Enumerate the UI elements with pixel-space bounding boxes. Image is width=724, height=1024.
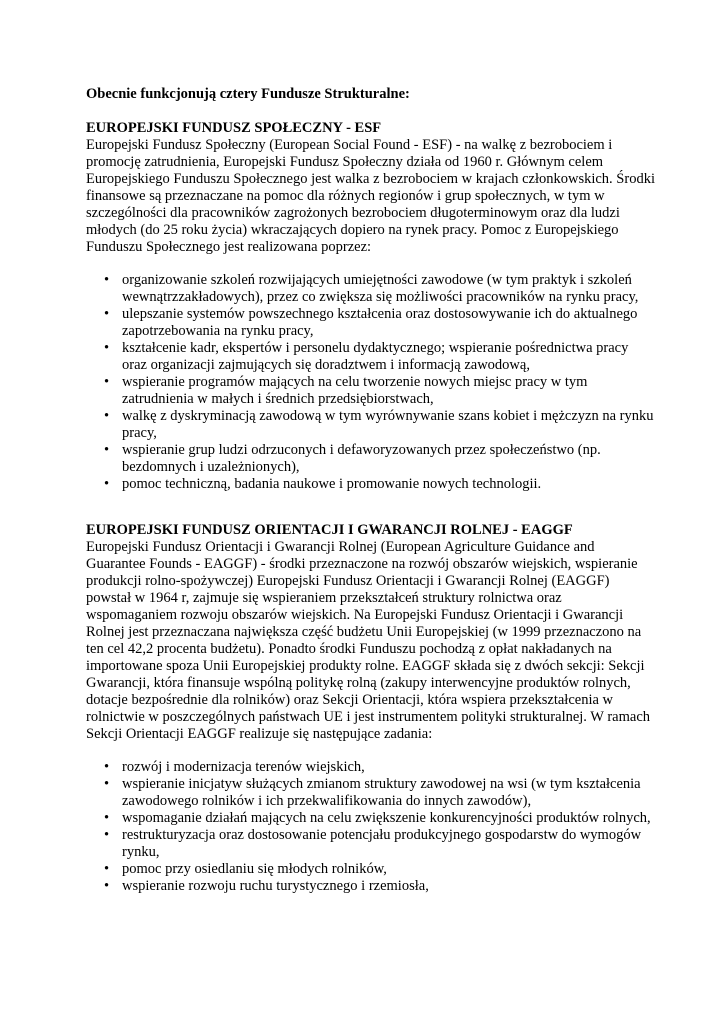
list-item: • wspieranie grup ludzi odrzuconych i defaworyzowanych przez społeczeństwo (np. bezdomnych i uzależnionych),	[86, 442, 656, 476]
section-paragraph: Europejski Fundusz Społeczny (European Social Found - ESF) - na walkę z bezrobociem i promocję zatrudnienia, Europejski Fundusz Społeczny działa od 1960 r. Głównym celem Europejskiego Funduszu Społecznego jest walka z bezrobociem w krajach członkowskich. Środki finansowe są przeznaczane na pomoc dla różnych regionów i grup społecznych, w tym w szczególności dla pracowników zagrożonych bezrobociem długoterminowym oraz dla ludzi młodych (do 25 roku życia) wkraczających dopiero na rynek pracy. Pomoc z Europejskiego Funduszu Społecznego jest realizowana poprzez:	[86, 137, 655, 255]
list-item: • wspomaganie działań mających na celu zwiększenie konkurencyjności produktów rolnych,	[86, 810, 656, 827]
list-item: • wspieranie inicjatyw służących zmianom struktury zawodowej na wsi (w tym kształcenia zawodowego rolników i ich przekwalifikowania do innych zawodów),	[86, 776, 656, 810]
section-heading: EUROPEJSKI FUNDUSZ SPOŁECZNY - ESF	[86, 120, 382, 136]
list-item: • pomoc techniczną, badania naukowe i promowanie nowych technologii.	[86, 476, 656, 493]
list-item: • organizowanie szkoleń rozwijających umiejętności zawodowe (w tym praktyk i szkoleń wewnątrzzakładowych), przez co zwiększa się możliwości pracowników na rynku pracy,	[86, 272, 656, 306]
bullet-list	[86, 272, 656, 493]
list-item: • kształcenie kadr, ekspertów i personelu dydaktycznego; wspieranie pośrednictwa pracy oraz organizacji zajmujących się doradztwem i informacją zawodową,	[86, 340, 656, 374]
bullet-list	[86, 759, 656, 895]
list-item: • wspieranie rozwoju ruchu turystycznego i rzemiosła,	[86, 878, 656, 895]
section-paragraph: Europejski Fundusz Orientacji i Gwarancji Rolnej (European Agriculture Guidance and Guarantee Founds - EAGGF) - środki przeznaczone na rozwój obszarów wiejskich, wspieranie produkcji rolno-spożywczej) Europejski Fundusz Orientacji i Gwarancji Rolnej (EAGGF) powstał w 1964 r, zajmuje się wspieraniem przekształceń struktury rolnictwa oraz wspomaganiem rozwoju obszarów wiejskich. Na Europejski Fundusz Orientacji i Gwarancji Rolnej jest przeznaczana największa część budżetu Unii Europejskiej (w 1999 przeznaczono na ten cel 42,2 procenta budżetu). Ponadto środki Funduszu pochodzą z opłat nakładanych na importowane spoza Unii Europejskiej produkty rolne. EAGGF składa się z dwóch sekcji: Sekcji Gwarancji, która finansuje wspólną politykę rolną (zakupy interwencyjne produktów rolnych, dotacje bezpośrednie dla rolników) oraz Sekcji Orientacji, która wspiera przekształcenia w rolnictwie w poszczególnych państwach UE i jest instrumentem polityki strukturalnej. W ramach Sekcji Orientacji EAGGF realizuje się następujące zadania:	[86, 539, 651, 742]
list-item: • wspieranie programów mających na celu tworzenie nowych miejsc pracy w tym zatrudnienia w małych i średnich przedsiębiorstwach,	[86, 374, 656, 408]
document-page	[86, 86, 656, 895]
intro-heading: Obecnie funkcjonują cztery Fundusze Strukturalne:	[86, 86, 410, 102]
section-eaggf	[86, 522, 656, 895]
list-item: • ulepszanie systemów powszechnego kształcenia oraz dostosowywanie ich do aktualnego zapotrzebowania na rynku pracy,	[86, 306, 656, 340]
section-heading: EUROPEJSKI FUNDUSZ ORIENTACJI I GWARANCJI ROLNEJ - EAGGF	[86, 522, 573, 538]
section-esf	[86, 120, 656, 493]
list-item: • restrukturyzacja oraz dostosowanie potencjału produkcyjnego gospodarstw do wymogów rynku,	[86, 827, 656, 861]
list-item: • pomoc przy osiedlaniu się młodych rolników,	[86, 861, 656, 878]
list-item: • walkę z dyskryminacją zawodową w tym wyrównywanie szans kobiet i mężczyzn na rynku pracy,	[86, 408, 656, 442]
list-item: • rozwój i modernizacja terenów wiejskich,	[86, 759, 656, 776]
